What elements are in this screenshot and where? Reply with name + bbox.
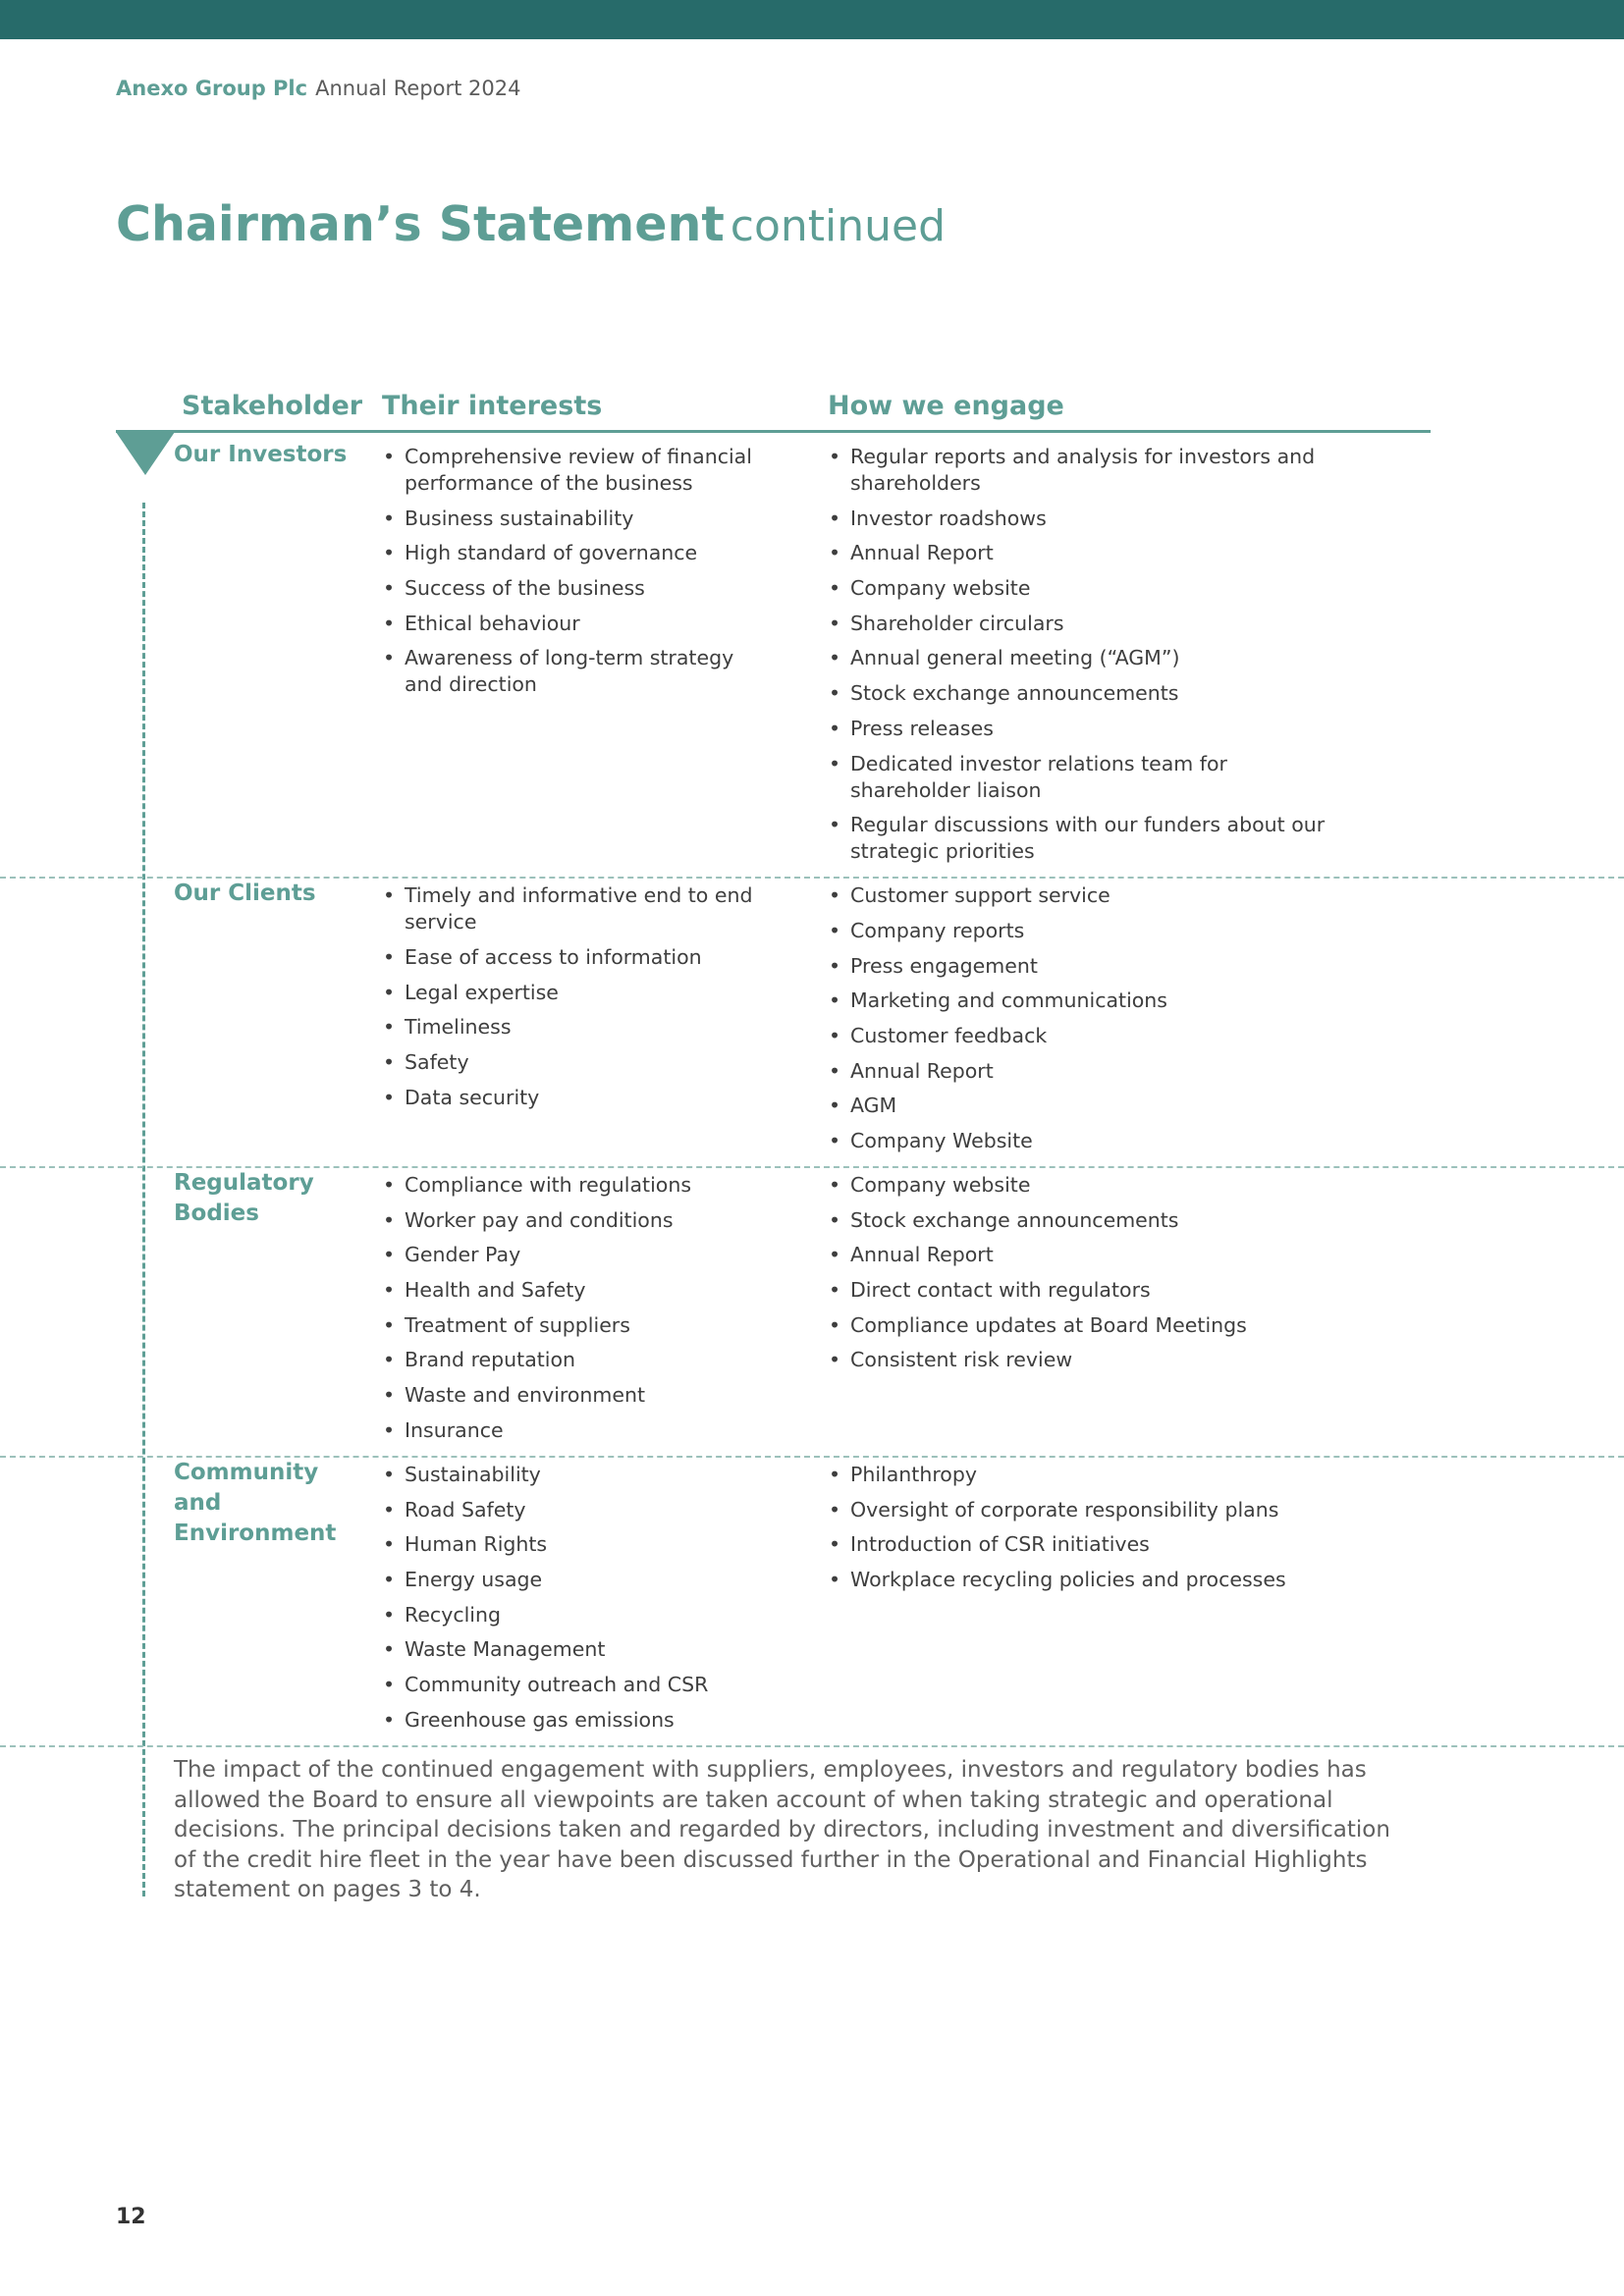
list-item: • Direct contact with regulators [827,1277,1357,1304]
list-item: • Awareness of long-term strategy and direction [381,645,764,698]
header-divider [116,430,1431,433]
list-item: • Greenhouse gas emissions [381,1707,764,1734]
list-item: • Success of the business [381,575,764,602]
report-name: Annual Report 2024 [315,77,521,100]
list-item: • Sustainability [381,1462,764,1488]
stakeholder-name: Our Clients [174,881,316,907]
company-name: Anexo Group Plc [116,77,308,100]
top-color-bar [0,0,1624,39]
column-header-engage: How we engage [828,391,1064,421]
list-item: • Legal expertise [381,980,764,1006]
list-item: • Waste Management [381,1636,764,1663]
list-item: • Company website [827,1172,1357,1199]
list-item: • Ethical behaviour [381,611,764,637]
stakeholder-name: Regulatory Bodies [174,1170,314,1226]
list-item: • Business sustainability [381,506,764,532]
list-item: • Gender Pay [381,1242,764,1268]
stakeholder-name: Community and Environment [174,1459,337,1546]
list-item: • Health and Safety [381,1277,764,1304]
list-item: • Timeliness [381,1014,764,1041]
list-item: • Annual Report [827,1242,1357,1268]
interests-list [381,444,764,865]
list-item: • AGM [827,1093,1357,1119]
interests-list [381,882,764,1154]
list-item: • Timely and informative end to end service [381,882,764,935]
list-item: • Annual general meeting (“AGM”) [827,645,1357,671]
list-item: • Treatment of suppliers [381,1312,764,1339]
list-item: • Data security [381,1085,764,1111]
list-item: • Safety [381,1049,764,1076]
list-item: • Road Safety [381,1497,764,1523]
list-item: • Introduction of CSR initiatives [827,1531,1357,1558]
list-item: • Annual Report [827,540,1357,566]
list-item: • Regular discussions with our funders about our strategic priorities [827,812,1357,865]
list-item: • Annual Report [827,1058,1357,1085]
table-row-clients [0,879,1624,1168]
engage-list [827,444,1357,865]
closing-paragraph: The impact of the continued engagement with suppliers, employees, investors and regulatory bodies has allowed the Board to ensure all viewpoints are taken account of when taking strategic and operational decisions. The principal decisions taken and regarded by directors, including investment and diversification of the credit hire fleet in the year have been discussed further in the Operational and Financial Highlights statement on pages 3 to 4. [174,1757,1390,1902]
list-item: • Press releases [827,716,1357,742]
list-item: • Workplace recycling policies and processes [827,1567,1357,1593]
list-item: • Press engagement [827,953,1357,980]
table-row-investors [0,440,1624,879]
list-item: • Stock exchange announcements [827,1207,1357,1234]
engage-list [827,882,1357,1154]
list-item: • Oversight of corporate responsibility plans [827,1497,1357,1523]
list-item: • Regular reports and analysis for investors and shareholders [827,444,1357,497]
engage-list [827,1172,1357,1444]
running-header [116,77,521,100]
list-item: • Compliance updates at Board Meetings [827,1312,1357,1339]
list-item: • Waste and environment [381,1382,764,1409]
list-item: • Customer support service [827,882,1357,909]
list-item: • Investor roadshows [827,506,1357,532]
list-item: • Compliance with regulations [381,1172,764,1199]
list-item: • Customer feedback [827,1023,1357,1049]
table-row-community [0,1458,1624,1747]
list-item: • Worker pay and conditions [381,1207,764,1234]
page-title-main: Chairman’s Statement [116,196,725,252]
list-item: • Company website [827,575,1357,602]
list-item: • Shareholder circulars [827,611,1357,637]
interests-list [381,1172,764,1444]
list-item: • High standard of governance [381,540,764,566]
list-item: • Insurance [381,1417,764,1444]
list-item: • Ease of access to information [381,944,764,971]
column-header-stakeholder: Stakeholder [182,391,363,421]
column-header-interests: Their interests [382,391,603,421]
page-number: 12 [116,2205,146,2229]
list-item: • Energy usage [381,1567,764,1593]
list-item: • Human Rights [381,1531,764,1558]
list-item: • Community outreach and CSR [381,1672,764,1698]
table-row-regulatory [0,1168,1624,1458]
list-item: • Company reports [827,918,1357,944]
list-item: • Marketing and communications [827,988,1357,1014]
list-item: • Dedicated investor relations team for shareholder liaison [827,751,1357,804]
list-item: • Philanthropy [827,1462,1357,1488]
page-title [116,196,946,252]
list-item: • Brand reputation [381,1347,764,1373]
list-item: • Consistent risk review [827,1347,1357,1373]
list-item: • Recycling [381,1602,764,1629]
list-item: • Comprehensive review of financial performance of the business [381,444,764,497]
stakeholder-name: Our Investors [174,442,348,467]
list-item: • Stock exchange announcements [827,680,1357,707]
list-item: • Company Website [827,1128,1357,1154]
engage-list [827,1462,1357,1734]
stakeholder-table [0,440,1624,1747]
page-title-continued: continued [730,201,946,251]
table-header [0,391,1624,430]
interests-list [381,1462,764,1734]
